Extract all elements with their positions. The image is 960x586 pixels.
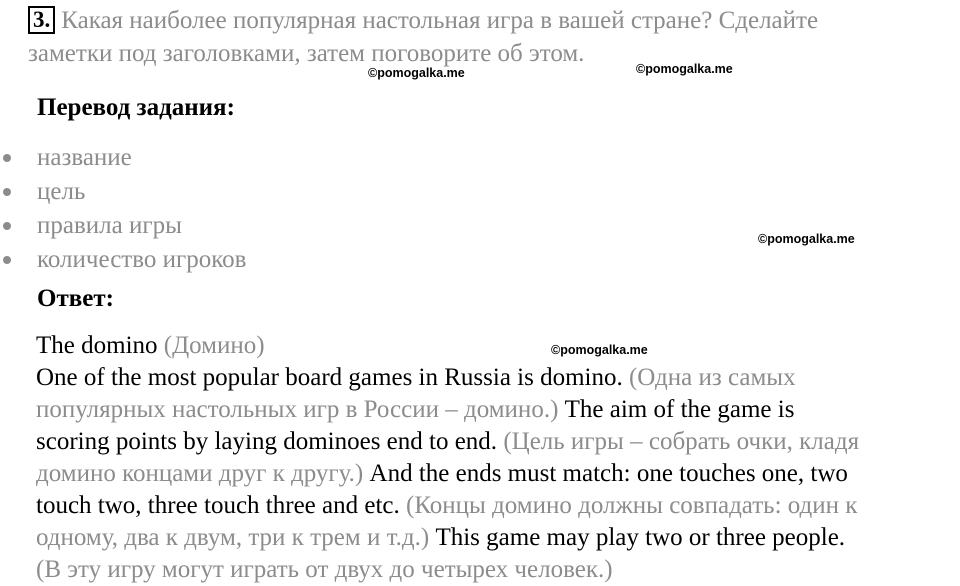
answer-translation: домино концами друг к другу.): [36, 460, 370, 487]
answer-line: [36, 554, 859, 586]
watermark: ©pomogalka.me: [636, 62, 733, 76]
task-prompt: [28, 4, 818, 70]
bullet-text: цель: [37, 178, 86, 205]
task-line-2: заметки под заголовками, затем поговорите об этом.: [28, 40, 585, 67]
bullet-dot-icon: [3, 256, 11, 264]
translation-heading: Перевод задания:: [37, 94, 235, 121]
watermark: ©pomogalka.me: [758, 232, 855, 246]
answer-translation: (Цель игры – собрать очки, кладя: [503, 428, 860, 455]
answer-line: [36, 330, 859, 362]
watermark: ©pomogalka.me: [368, 66, 465, 80]
answer-translation: популярных настольных игр в России – домино.): [36, 396, 565, 423]
answer-line: [36, 426, 859, 458]
answer-english: And the ends must match: one touches one, two: [369, 460, 848, 487]
watermark: ©pomogalka.me: [551, 343, 648, 357]
answer-line: [36, 522, 859, 554]
answer-translation: (В эту игру могут играть от двух до четырех человек.): [36, 556, 613, 583]
answer-english: This game may play two or three people.: [435, 524, 846, 551]
task-number-box: 3.: [28, 6, 55, 34]
answer-translation: (Одна из самых: [628, 364, 796, 391]
answer-english: The domino: [36, 332, 164, 359]
answer-english: One of the most popular board games in Russia is domino.: [36, 364, 629, 391]
answer-line: [36, 362, 859, 394]
answer-translation: одному, два к двум, три к трем и т.д.): [36, 524, 436, 551]
bullet-dot-icon: [3, 188, 11, 196]
bullet-dot-icon: [3, 222, 11, 230]
bullet-text: количество игроков: [37, 246, 247, 273]
answer-line: [36, 458, 859, 490]
answer-english: The aim of the game is: [564, 396, 795, 423]
answer-text: [36, 330, 859, 586]
answer-translation: (Концы домино должны совпадать: один к: [406, 492, 858, 519]
answer-line: [36, 394, 859, 426]
answer-line: [36, 490, 859, 522]
task-line-1: [28, 4, 818, 37]
answer-english: touch two, three touch three and etc.: [36, 492, 406, 519]
bullet-text: правила игры: [37, 212, 182, 239]
answer-heading: Ответ:: [37, 285, 114, 312]
bullet-dot-icon: [3, 154, 11, 162]
answer-translation: (Домино): [163, 332, 265, 359]
task-text-1: Какая наиболее популярная настольная игра в вашей стране? Сделайте: [61, 7, 819, 34]
answer-english: scoring points by laying dominoes end to end.: [36, 428, 504, 455]
bullet-text: название: [37, 144, 132, 171]
